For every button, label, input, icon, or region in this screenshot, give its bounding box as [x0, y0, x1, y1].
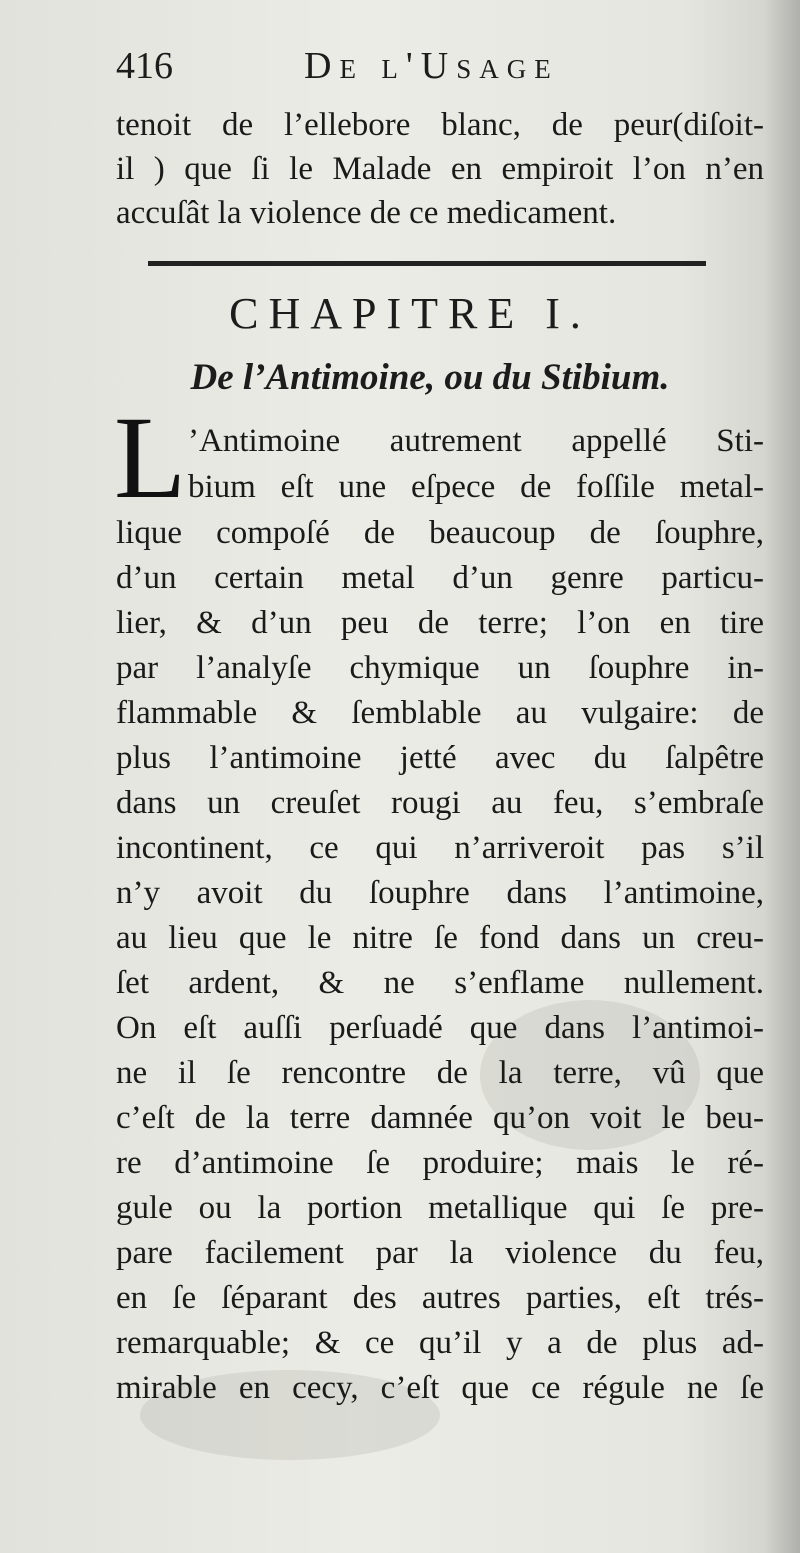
text-line: re d’antimoine ſe produire; mais le ré- — [116, 1145, 764, 1181]
page-header — [116, 44, 746, 100]
chapter-title: CHAPITRE I. — [229, 289, 591, 338]
drop-cap: L — [114, 392, 187, 523]
text-line: incontinent, ce qui n’arriveroit pas s’il — [116, 830, 764, 866]
text-line: lique compoſé de beaucoup de ſouphre, — [116, 515, 764, 551]
text-line: bium eſt une eſpece de foſſile metal- — [188, 469, 764, 505]
chapter-subtitle: De l’Antimoine, ou du Stibium. — [190, 357, 670, 398]
text-line: par l’analyſe chymique un ſouphre in- — [116, 650, 764, 686]
text-line: remarquable; & ce qu’il y a de plus ad- — [116, 1325, 764, 1361]
section-rule — [148, 261, 706, 266]
page-number: 416 — [116, 45, 173, 87]
text-line: c’eſt de la terre damnée qu’on voit le beu- — [116, 1100, 764, 1136]
text-line: flammable & ſemblable au vulgaire: de — [116, 695, 764, 731]
text-line: mirable en cecy, c’eſt que ce régule ne ſe — [116, 1370, 764, 1406]
text-line: plus l’antimoine jetté avec du ſalpêtre — [116, 740, 764, 776]
text-line: ’Antimoine autrement appellé Sti- — [188, 423, 764, 459]
text-line: il ) que ſi le Malade en empiroit l’on n’en — [116, 151, 764, 187]
text-line: ne il ſe rencontre de la terre, vû que — [116, 1055, 764, 1091]
text-line: d’un certain metal d’un genre particu- — [116, 560, 764, 596]
text-line: pare facilement par la violence du feu, — [116, 1235, 764, 1271]
text-line: n’y avoit du ſouphre dans l’antimoine, — [116, 875, 764, 911]
text-line: au lieu que le nitre ſe fond dans un creu- — [116, 920, 764, 956]
text-line: On eſt auſſi perſuadé que dans l’antimoi- — [116, 1010, 764, 1046]
running-head: De l'Usage — [304, 45, 559, 87]
text-line: tenoit de l’ellebore blanc, de peur(diſoit- — [116, 107, 764, 143]
text-line: en ſe ſéparant des autres parties, eſt trés- — [116, 1280, 764, 1316]
text-line: accuſât la violence de ce medicament. — [116, 195, 617, 231]
page-edge-shadow — [764, 0, 800, 1553]
text-line: dans un creuſet rougi au feu, s’embraſe — [116, 785, 764, 821]
text-line: ſet ardent, & ne s’enflame nullement. — [116, 965, 764, 1001]
text-line: lier, & d’un peu de terre; l’on en tire — [116, 605, 764, 641]
text-line: gule ou la portion metallique qui ſe pre- — [116, 1190, 764, 1226]
